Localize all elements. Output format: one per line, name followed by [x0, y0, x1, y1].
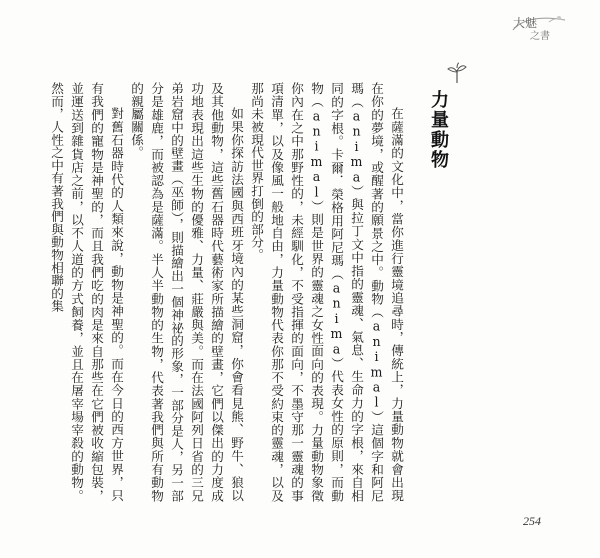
logo-text-line1: 大魅	[513, 16, 538, 30]
paragraph: 如果你探訪法國與西班牙境內的某些洞窟，你會看見熊、野牛、狼以及其他動物，這些舊石器時代藝術家所描繪的壁畫，它們以傑出的力度成功地表現出這些生物的優雅、力量、莊嚴與美。而在法國阿列日省的三兄弟岩窟中的壁畫（巫師），則描繪出一個神祕的形象，一部分是人，另一部分是雄鹿，而被認為是薩滿。半人半動物的生物，代表著我們與所有動物的親屬關係。	[129, 82, 244, 502]
paragraph: 在薩滿的文化中，當你進行靈境追尋時，傳統上，力量動物就會出現在你的夢境，或醒著的願景之中。動物（animal）這個字和阿尼瑪（anima）與拉丁文中指的靈魂、氣息、生命力的字根，來自相同的字根。卡爾．榮格用阿尼瑪（anima）代表女性的原則，而動物（animal）則是世界的靈魂之女性面向的表現。力量動物象徵你內在之中那野性的，未經馴化，不受指揮的面向，不墨守那一靈魂的事項清單，以及像風一般地自由，力量動物代表你那不受約束的靈魂，以及那尚未被現代世界打倒的部分。	[249, 82, 404, 502]
sprout-icon	[446, 62, 468, 84]
body-text	[49, 82, 406, 502]
paragraph: 對舊石器時代的人類來說，動物是神聖的。而在今日的西方世界，只有我們的寵物是神聖的，而且我們吃的肉是來自那些在它們被收縮包裝，並運送到雜貨店之前，以不人道的方式飼養，並且在屠宰場宰殺的動物。然而，人性之中有著我們與動物相聯的集	[49, 82, 124, 502]
page-number: 254	[523, 514, 541, 528]
section-title: 力量動物	[428, 90, 449, 170]
logo-text-line2: 之書	[530, 31, 550, 42]
